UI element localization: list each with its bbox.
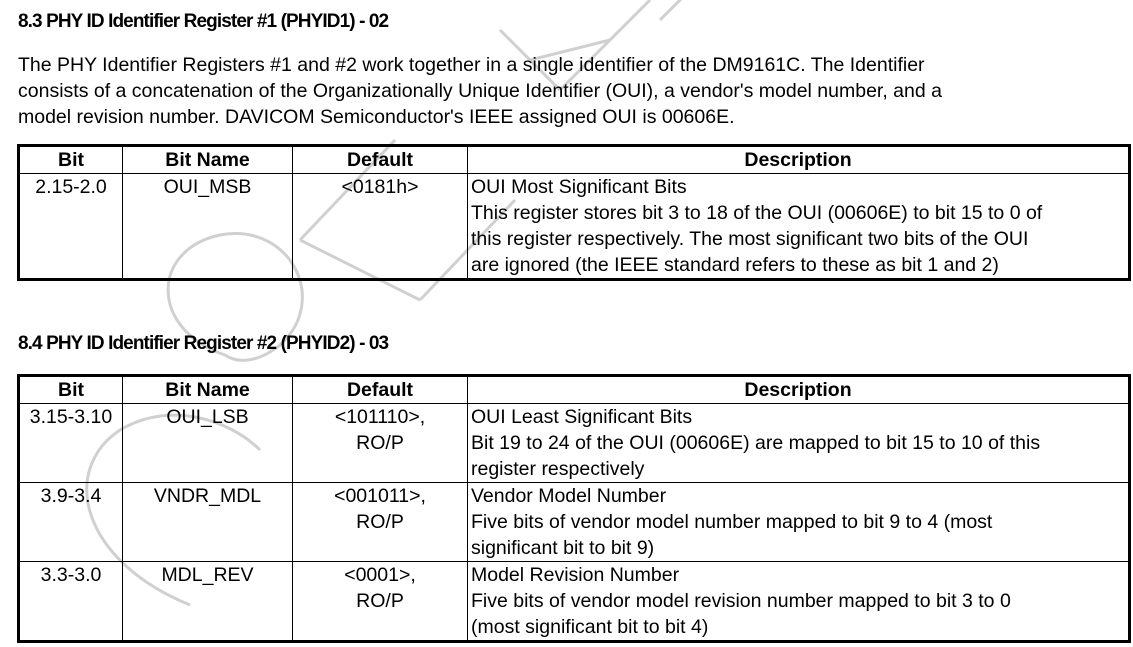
- cell-default: [293, 404, 468, 483]
- default-line: RO/P: [356, 590, 404, 612]
- cell-description: [468, 562, 1130, 642]
- description-line: Model Revision Number: [471, 564, 680, 586]
- table-row: [19, 562, 1130, 642]
- phyid1-register-table: [17, 144, 1131, 281]
- header-description: Description: [468, 146, 1130, 174]
- header-bit-name: Bit Name: [123, 146, 293, 174]
- cell-bit-name: MDL_REV: [123, 562, 293, 642]
- description-line: (most significant bit to bit 4): [471, 616, 709, 638]
- section-heading-phyid1: 8.3 PHY ID Identifier Register #1 (PHYID1) - 02: [18, 11, 389, 32]
- header-bit: Bit: [19, 146, 123, 174]
- description-line: This register stores bit 3 to 18 of the OUI (00606E) to bit 15 to 0 of: [471, 202, 1043, 224]
- default-line: <101110>,: [334, 406, 426, 428]
- section-heading-phyid2: 8.4 PHY ID Identifier Register #2 (PHYID2) - 03: [18, 333, 389, 354]
- description-line: OUI Least Significant Bits: [471, 406, 693, 428]
- header-default: Default: [293, 146, 468, 174]
- cell-bit: 3.9-3.4: [19, 483, 123, 562]
- header-description: Description: [468, 376, 1130, 404]
- description-line: register respectively: [471, 458, 645, 480]
- description-line: significant bit to bit 9): [471, 537, 655, 559]
- cell-bit-name: VNDR_MDL: [123, 483, 293, 562]
- table-header-row: [19, 146, 1130, 174]
- intro-paragraph: [18, 52, 1118, 130]
- table-row: [19, 174, 1130, 280]
- header-bit-name: Bit Name: [123, 376, 293, 404]
- default-line: <001011>,: [334, 485, 426, 507]
- description-line: Vendor Model Number: [471, 485, 667, 507]
- default-line: RO/P: [356, 432, 404, 454]
- paragraph-line: model revision number. DAVICOM Semiconductor's IEEE assigned OUI is 00606E.: [18, 106, 735, 128]
- cell-bit: 3.15-3.10: [19, 404, 123, 483]
- table-header-row: [19, 376, 1130, 404]
- description-line: are ignored (the IEEE standard refers to these as bit 1 and 2): [471, 254, 999, 276]
- cell-description: [468, 404, 1130, 483]
- cell-bit-name: OUI_MSB: [123, 174, 293, 280]
- cell-default: [293, 174, 468, 280]
- table-row: [19, 483, 1130, 562]
- paragraph-line: The PHY Identifier Registers #1 and #2 work together in a single identifier of the DM9161C. The Identifier: [18, 54, 925, 76]
- cell-default: [293, 483, 468, 562]
- phyid2-register-table: [17, 374, 1131, 643]
- paragraph-line: consists of a concatenation of the Organizationally Unique Identifier (OUI), a vendor's model number, and a: [18, 80, 942, 102]
- description-line: Five bits of vendor model number mapped to bit 9 to 4 (most: [471, 511, 993, 533]
- default-line: RO/P: [356, 511, 404, 533]
- description-line: Bit 19 to 24 of the OUI (00606E) are mapped to bit 15 to 10 of this: [471, 432, 1041, 454]
- default-line: <0001>,: [344, 564, 416, 586]
- table-row: [19, 404, 1130, 483]
- cell-description: [468, 483, 1130, 562]
- header-bit: Bit: [19, 376, 123, 404]
- header-default: Default: [293, 376, 468, 404]
- cell-default: [293, 562, 468, 642]
- description-line: Five bits of vendor model revision number mapped to bit 3 to 0: [471, 590, 1011, 612]
- cell-description: [468, 174, 1130, 280]
- description-line: OUI Most Significant Bits: [471, 176, 687, 198]
- cell-bit: 3.3-3.0: [19, 562, 123, 642]
- description-line: this register respectively. The most significant two bits of the OUI: [471, 228, 1029, 250]
- cell-bit: 2.15-2.0: [19, 174, 123, 280]
- cell-bit-name: OUI_LSB: [123, 404, 293, 483]
- default-line: <0181h>: [341, 176, 419, 198]
